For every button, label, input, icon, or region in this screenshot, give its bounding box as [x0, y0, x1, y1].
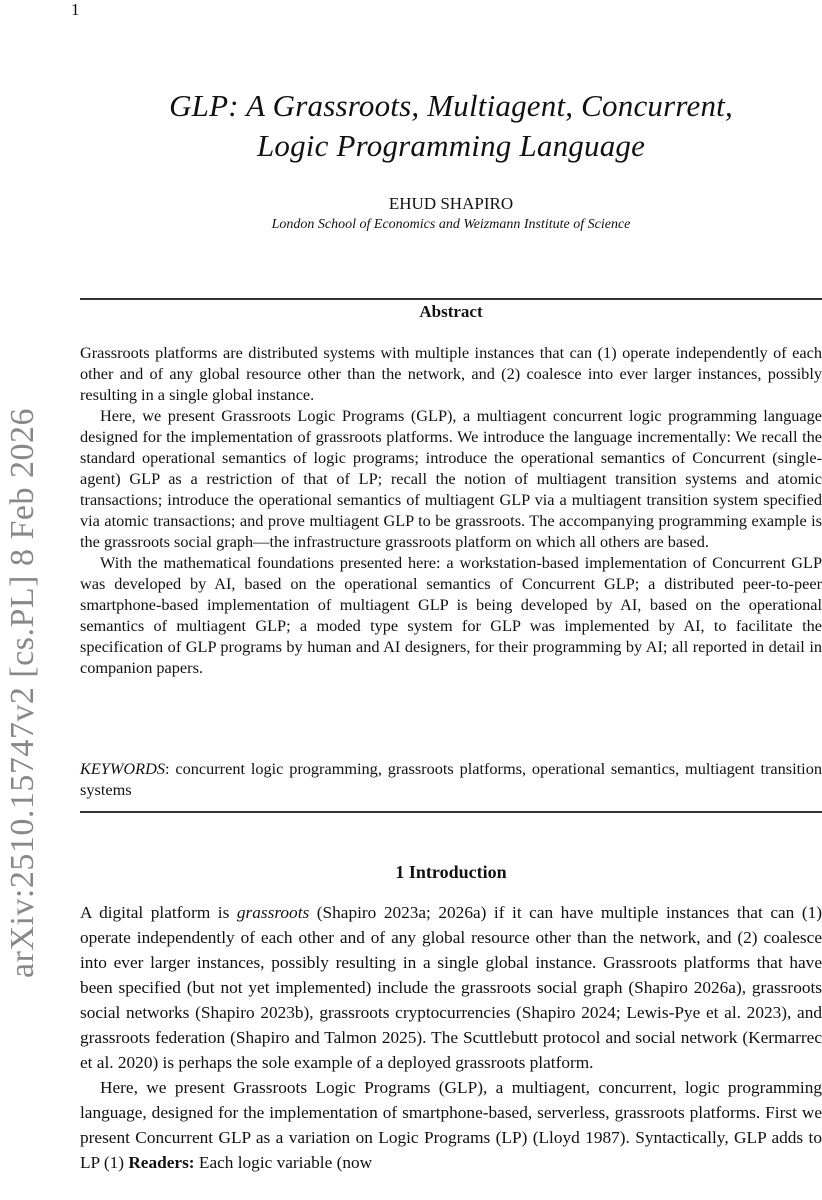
title-line-1: GLP: A Grassroots, Multiagent, Concurrent,: [169, 88, 733, 123]
abstract-paragraph: Here, we present Grassroots Logic Programs (GLP), a multiagent concurrent logic programming language designed for the implementation of grassroots platforms. We introduce the language incrementally: We recall the standard operational semantics of logic programs; introduce the operational semantics of Concurrent (single-agent) GLP as a restriction of that of LP; recall the notion of multiagent transition systems and atomic transactions; introduce the operational semantics of multiagent GLP via a multiagent transition system specified via atomic transactions; and prove multiagent GLP to be grassroots. The accompanying programming example is the grassroots social graph—the infrastructure grassroots platform on which all others are based.: [80, 406, 822, 551]
introduction-paragraph: [80, 900, 822, 1075]
text-run: Here, we present Grassroots Logic Programs (GLP), a multiagent, concurrent, logic programming language, designed for the implementation of smartphone-based, serverless, grassroots platforms. First we present Concurrent GLP as a variation on Logic Programs (LP) (Lloyd 1987). Syntactically, GLP adds to LP (1): [80, 1078, 822, 1172]
author-affiliation: London School of Economics and Weizmann Institute of Science: [271, 217, 631, 232]
title-line-2: Logic Programming Language: [256, 128, 646, 163]
keywords: [80, 758, 822, 800]
abstract-top-rule: [80, 298, 822, 300]
text-run: A digital platform is: [80, 903, 237, 922]
section-heading-introduction: 1 Introduction: [395, 862, 507, 882]
keywords-list: : concurrent logic programming, grassroots platforms, operational semantics, multiagent transition systems: [80, 759, 822, 799]
abstract-paragraph: With the mathematical foundations presented here: a workstation-based implementation of Concurrent GLP was developed by AI, based on the operational semantics of Concurrent GLP; a distributed peer-to-peer smartphone-based implementation of multiagent GLP is being developed by AI, based on the operational semantics of multiagent GLP; a moded type system for GLP was implemented by AI, to facilitate the specification of GLP programs by human and AI designers, for their programming by AI; all reported in detail in companion papers.: [80, 553, 822, 677]
introduction-body: [80, 900, 822, 1175]
emphasized-term: grassroots: [236, 903, 310, 922]
arxiv-identifier-stamp: arXiv:2510.15747v2 [cs.PL] 8 Feb 2026: [4, 407, 41, 978]
paper-title: [80, 86, 822, 166]
text-run: (Shapiro 2023a; 2026a) if it can have multiple instances that can (1) operate independently of each other and of any global resource other than the network, and (2) coalesce into ever larger instances, possibly resulting in a single global instance. Grassroots platforms that have been specified (but not yet implemented) include the grassroots social graph (Shapiro 2026a), grassroots social networks (Shapiro 2023b), grassroots cryptocurrencies (Shapiro 2024; Lewis-Pye et al. 2023), and grassroots federation (Shapiro and Talmon 2025). The Scuttlebutt protocol and social network (Kermarrec et al. 2020) is perhaps the sole example of a deployed grassroots platform.: [80, 903, 822, 1072]
bold-term: Readers:: [128, 1153, 195, 1172]
author-name: EHUD SHAPIRO: [388, 194, 514, 213]
text-run: Each logic variable (now: [194, 1153, 373, 1172]
introduction-paragraph: [80, 1075, 822, 1175]
abstract-heading: Abstract: [419, 302, 483, 321]
page-number: 1: [71, 0, 80, 19]
keywords-label: KEYWORDS: [80, 759, 166, 778]
abstract-bottom-rule: [80, 811, 822, 813]
abstract-paragraph: Grassroots platforms are distributed systems with multiple instances that can (1) operate independently of each other and of any global resource other than the network, and (2) coalesce into ever larger instances, possibly resulting in a single global instance.: [80, 343, 822, 404]
abstract-body: [80, 342, 822, 678]
